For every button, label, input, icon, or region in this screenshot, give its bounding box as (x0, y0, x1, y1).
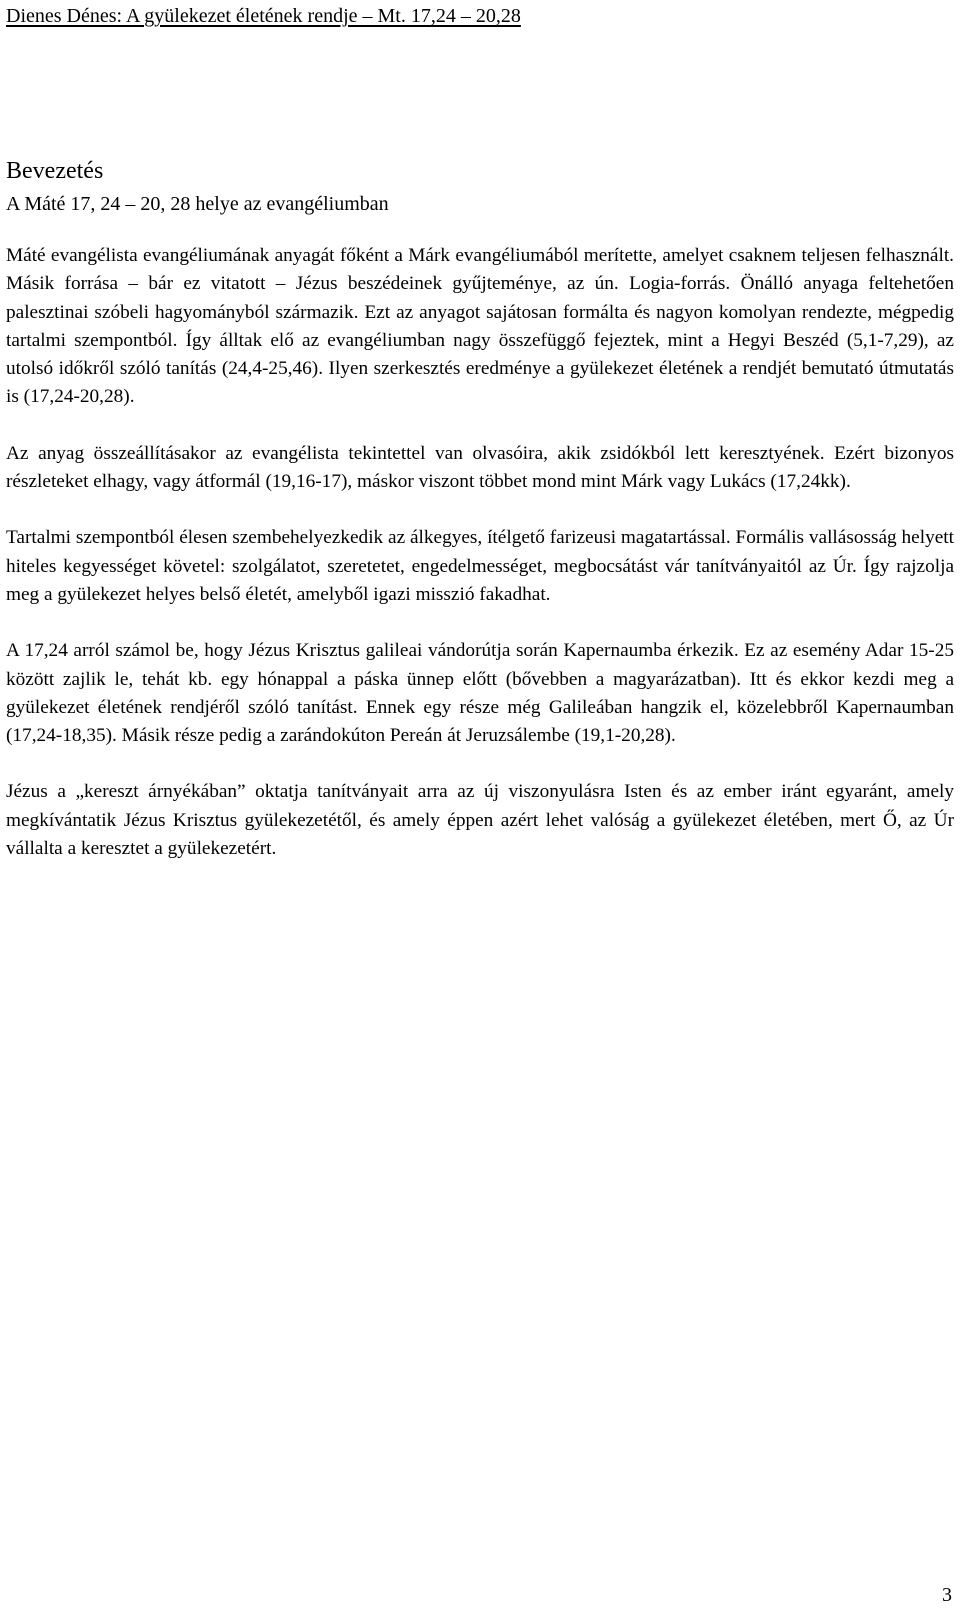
paragraph: Máté evangélista evangéliumának anyagát főként a Márk evangéliumából merítette, amelyet csaknem teljesen felhasznált. Másik forrása – bár ez vitatott – Jézus beszédeinek gyűjteménye, az ún. Logia-forrás. Önálló anyaga feltehetően palesztinai szóbeli hagyományból származik. Ezt az anyagot sajátosan formálta és nagyon komolyan rendezte, mégpedig tartalmi szempontból. Így álltak elő az evangéliumban nagy összefüggő fejeztek, mint a Hegyi Beszéd (5,1-7,29), az utolsó időkről szóló tanítás (24,4-25,46). Ilyen szerkesztés eredménye a gyülekezet életének a rendjét bemutató útmutatás is (17,24-20,28). (6, 245, 954, 408)
paragraph: Az anyag összeállításakor az evangélista tekintettel van olvasóira, akik zsidókból lett keresztyének. Ezért bizonyos részleteket elhagy, vagy átformál (19,16-17), máskor viszont többet mond mint Márk vagy Lukács (17,24kk). (6, 442, 954, 493)
page-number: 3 (942, 1584, 952, 1606)
paragraph: Tartalmi szempontból élesen szembehelyezkedik az álkegyes, ítélgető farizeusi magatartással. Formális vallásosság helyett hiteles kegyességet követel: szolgálatot, szeretetet, engedelmességet, megbocsátást vár tanítványaitól az Úr. Így rajzolja meg a gyülekezet helyes belső életét, amelyből igazi misszió fakadhat. (6, 527, 954, 605)
section-title: Bevezetés (6, 158, 104, 184)
document-body (6, 156, 954, 863)
paragraph: Jézus a „kereszt árnyékában” oktatja tanítványait arra az új viszonyulásra Isten és az ember iránt egyaránt, amely megkívántatik Jézus Krisztus gyülekezetétől, és amely éppen azért lehet valóság a gyülekezet életében, mert Ő, az Úr vállalta a keresztet a gyülekezetért. (6, 781, 954, 860)
running-header: Dienes Dénes: A gyülekezet életének rendje – Mt. 17,24 – 20,28 (6, 5, 521, 27)
section-subtitle: A Máté 17, 24 – 20, 28 helye az evangéliumban (6, 193, 389, 215)
paragraph: A 17,24 arról számol be, hogy Jézus Krisztus galileai vándorútja során Kapernaumba érkezik. Ez az esemény Adar 15-25 között zajlik le, tehát kb. egy hónappal a páska ünnep előtt (bővebben a magyarázatban). Itt és ekkor kezdi meg a gyülekezet életének rendjéről szóló tanítást. Ennek egy része még Galileában hangzik el, közelebbről Kapernaumban (17,24-18,35). Másik része pedig a zarándokúton Pereán át Jeruzsálembe (19,1-20,28). (6, 640, 954, 747)
